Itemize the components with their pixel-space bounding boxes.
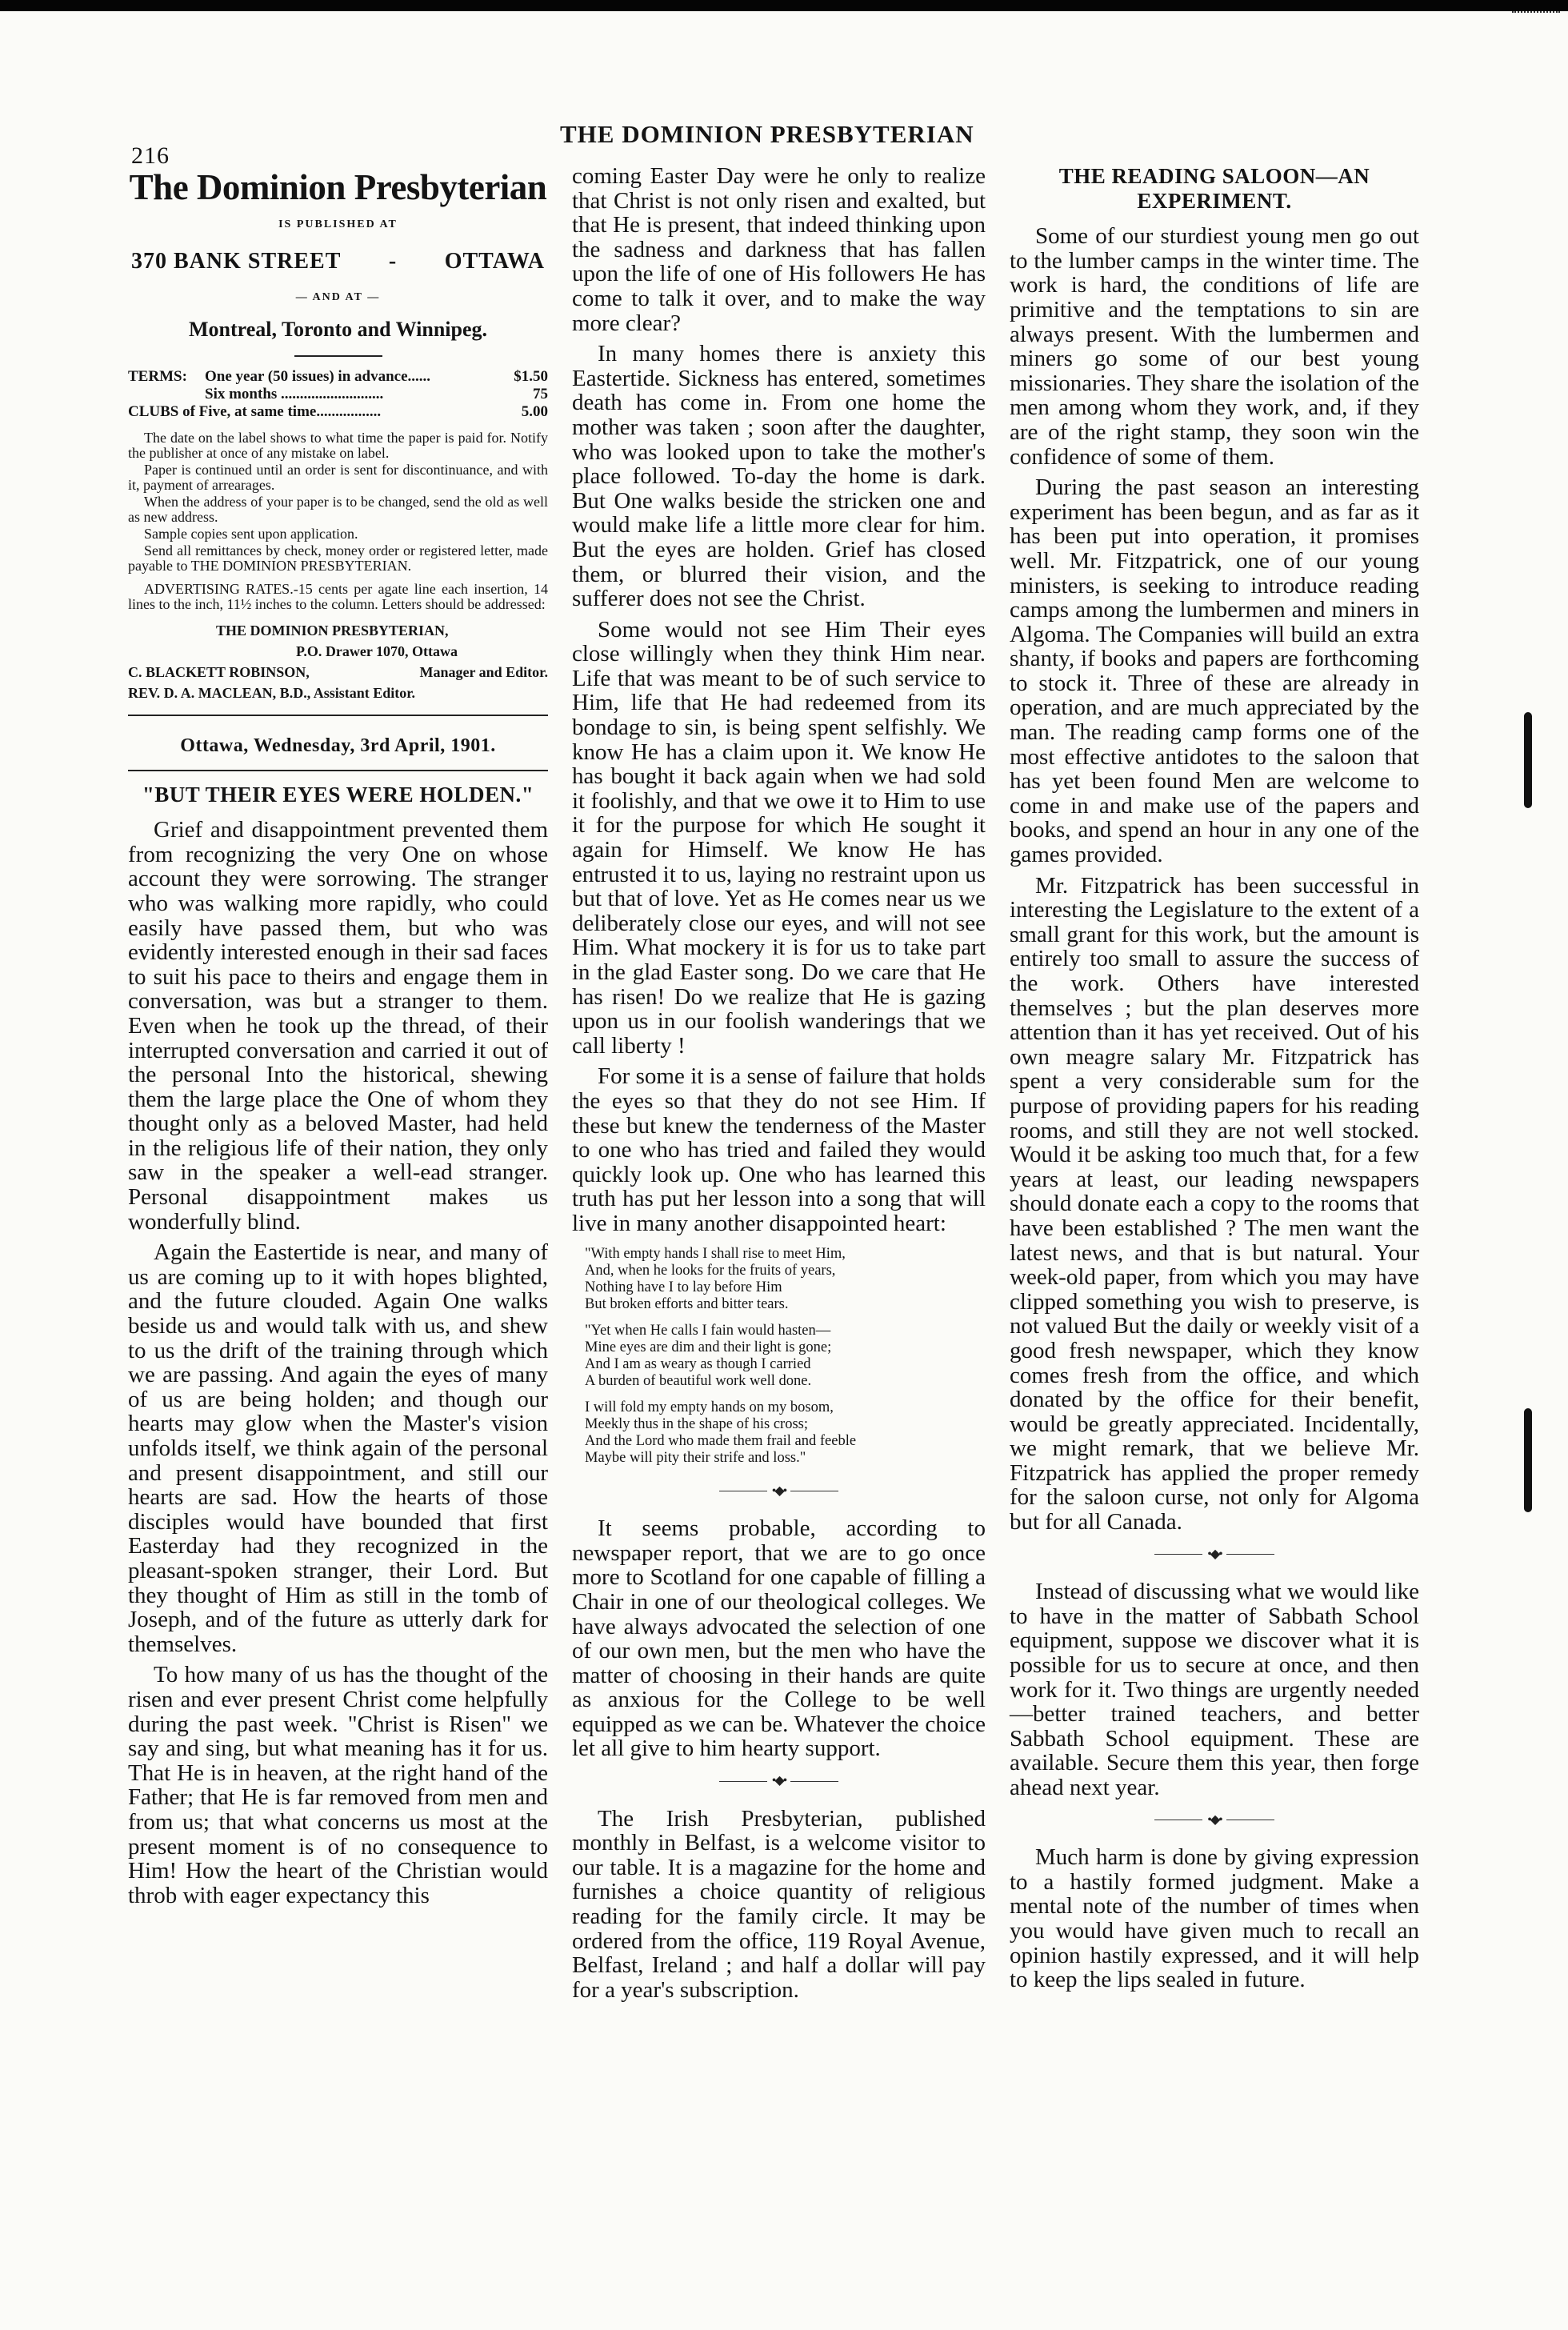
rule [128, 715, 548, 716]
column-1 [128, 164, 548, 1914]
short-rule [294, 355, 382, 357]
address-row [131, 250, 545, 274]
post-box: P.O. Drawer 1070, Ottawa [296, 643, 458, 659]
city: OTTAWA [444, 249, 545, 274]
poem-stanza [585, 1246, 986, 1313]
poem-stanza [585, 1323, 986, 1390]
separator-ornament: •◆• [572, 1769, 986, 1794]
published-at: IS PUBLISHED AT [278, 218, 398, 230]
fine-print-paragraph: When the address of your paper is to be changed, send the old as well as new address. [128, 493, 548, 525]
terms-text: Six months ........................... [205, 385, 384, 402]
article-paragraph: Mr. Fitzpatrick has been successful in interesting the Legislature to the extent of a small grant for this work, but the amount is entirely too small to assure the success of the work. Others have interested themselves ; but the plan deserves more attention than it has yet received. Out of his own meagre salary Mr. Fitzpatrick has spent a very considerable sum for the purpose of providing papers for his reading rooms, and still they are not well stocked. Would it be asking too much that, for a few years at least, our leading newspapers should donate each a copy to the rooms that have been established ? The men want the latest news, and that is but natural. Your week-old paper, from which you may have clipped something you wish to preserve, is not valued But the daily or weekly visit of a good fresh newspaper, which they know comes fresh from the office, and which donated by the office for their benefit, would be greatly appreciated. Incidentally, we might remark, that we believe Mr. Fitzpatrick has applied the proper remedy for the saloon curse, not only for Algoma but for all Canada. [1010, 872, 1419, 1535]
fine-print-paragraph: Sample copies sent upon application. [144, 525, 358, 542]
binding-mark [1524, 1408, 1532, 1512]
separator-ornament: •◆• [572, 1479, 986, 1504]
news-item-sabbath-school: Instead of discussing what we would like to have in the matter of Sabbath School equipment, suppose we discover what it is possible for us to secure at once, and then work for it. Two things are urgently needed—better trained teachers, and better Sabbath School equipment. These are available. Secure them this year, then forge ahead next year. [1010, 1579, 1419, 1800]
contact-block [128, 620, 548, 703]
dateline: Ottawa, Wednesday, 3rd April, 1901. [180, 735, 496, 756]
masthead-title: The Dominion Presbyterian [129, 167, 547, 207]
article-paragraph: During the past season an interesting experiment has been begun, and as far as it has been put into operation, it promises well. Mr. Fitzpatrick, one of our young ministers, is seeking to introduce reading camps among the lumbermen and miners in Algoma. The Companies will build an extra shanty, if books and papers are forthcoming to stock it. Three of these are already in operation, and are much appreciated by the man. The reading camp forms one of the most effective antidotes to the saloon that has yet been found Men are welcome to come in and make use of the papers and books, and spend an hour in any one of the games provided. [1010, 474, 1419, 868]
poem-line: I will fold my empty hands on my bosom, [585, 1399, 834, 1415]
address-dash: - [388, 249, 398, 274]
company-name: THE DOMINION PRESBYTERIAN, [216, 622, 449, 639]
article-paragraph: coming Easter Day were he only to realize that Christ is not only risen and exalted, but that He is present, that indeed thinking upon the sadness and darkness that has fallen upon the life of one of His followers He has come to talk it over, and to make the way more clear? [572, 163, 986, 336]
fine-print-paragraph: The date on the label shows to what time the paper is paid for. Notify the publisher at once of any mistake on label. [128, 429, 548, 461]
article-paragraph: Some of our sturdiest young men go out to the lumber camps in the winter time. The work is hard, the conditions of life are primitive and the temptations to sin are always present. With the lumbermen and miners go some of our best young missionaries. They share the isolation of the men among whom they work, and, if they are of the right stamp, they soon win the confidence of some of them. [1010, 223, 1419, 470]
other-cities: Montreal, Toronto and Winnipeg. [188, 318, 487, 342]
poem-line: A burden of beautiful work well done. [585, 1372, 812, 1389]
poem-line: "Yet when He calls I fain would hasten— [585, 1322, 831, 1339]
edge-mark [1512, 11, 1560, 16]
terms-text: One year (50 issues) in advance...... [205, 367, 431, 385]
poem-line: Mine eyes are dim and their light is gone; [585, 1339, 832, 1355]
top-border [0, 0, 1568, 11]
clubs-amount: 5.00 [521, 402, 548, 420]
news-item-judgment: Much harm is done by giving expression to a hastily formed judgment. Make a mental note of the number of times when you would have given much to recall an opinion hastily expressed, and it will help to keep the lips sealed in future. [1010, 1844, 1419, 1993]
poem-line: "With empty hands I shall rise to meet Him, [585, 1245, 846, 1262]
poem-line: Maybe will pity their strife and loss." [585, 1449, 806, 1466]
poem-line: And, when he looks for the fruits of years, [585, 1262, 836, 1279]
separator-ornament: •◆• [1010, 1543, 1419, 1567]
column-2 [572, 164, 986, 2008]
poem [585, 1246, 986, 1467]
page-number: 216 [131, 142, 170, 169]
terms-label: TERMS: [128, 367, 187, 385]
column-3 [1010, 164, 1419, 1999]
article-headline: "BUT THEIR EYES WERE HOLDEN." [142, 782, 534, 807]
fine-print-paragraph: Paper is continued until an order is sent for discontinuance, and with it, payment of arrearages. [128, 461, 548, 493]
manager-line [128, 662, 548, 683]
news-item-irish-presbyterian: The Irish Presbyterian, published monthly in Belfast, is a welcome visitor to our table. It is a magazine for the home and furnishes a choice quantity of religious reading for the family circle. It may be ordered from the office, 119 Royal Avenue, Belfast, Ireland ; and half a dollar will pay for a year's subscription. [572, 1805, 986, 2003]
article-paragraph: Grief and disappointment prevented them from recognizing the very One on whose account they were sorrowing. The stranger who was walking more rapidly, who could easily have passed them, but who was evidently interested enough in their sad faces to suit his pace to theirs and engage them in conversation, was but a stranger to them. Even when he took up the thread, of their interrupted conversation and carried it out of the personal Into the historical, shewing them the large place the One of whom they thought only as a beloved Master, had held in the religious life of their nation, they only saw in the speaker a well-ead stranger. Personal disappointment makes us wonderfully blind. [128, 817, 548, 1235]
clubs-text: CLUBS of Five, at same time................. [128, 402, 382, 420]
article-paragraph: Again the Eastertide is near, and many of us are coming up to it with hopes blighted, and the future clouded. Again One walks beside us and would talk with us, and shew to us the drift of the training through which we are passing. And again the eyes of many of us are being holden; and though our hearts may glow when the Master's vision unfolds itself, we think again of the personal and present disappointment, and still our hearts are sad. How the hearts of those disciples would have bounded that first Easterday had they recognized in the pleasant-spoken stranger, their Lord. But they thought of Him as still in the tomb of Joseph, and of the future as utterly dark for themselves. [128, 1239, 548, 1657]
clubs-row [128, 403, 548, 421]
poem-line: Nothing have I to lay before Him [585, 1279, 782, 1295]
terms-row [128, 386, 548, 403]
rule [128, 770, 548, 771]
and-at: — AND AT — [295, 290, 381, 303]
running-head: THE DOMINION PRESBYTERIAN [560, 120, 974, 148]
poem-line: And I am as weary as though I carried [585, 1355, 811, 1372]
article-paragraph: In many homes there is anxiety this Eastertide. Sickness has entered, sometimes death has come in. From one home the mother was taken ; soon after the daughter, who was looked upon to take the mother's place followed. To-day the home is dark. But One walks beside the stricken one and would make life a little more clear for him. But the eyes are holden. Grief has closed them, or blurred their vision, and the sufferer does not see the Christ. [572, 341, 986, 612]
binding-mark [1524, 712, 1532, 808]
poem-stanza [585, 1399, 986, 1467]
article-paragraph: For some it is a sense of failure that holds the eyes so that they do not see Him. If these but knew the tenderness of the Master to one who has tried and failed they would quickly look up. One who has learned this truth has put her lesson into a song that will live in many another disappointed heart: [572, 1063, 986, 1236]
poem-line: And the Lord who made them frail and feeble [585, 1432, 857, 1449]
manager-name: C. BLACKETT ROBINSON, [128, 663, 310, 680]
terms-amount: $1.50 [514, 367, 548, 385]
advertising-rates: ADVERTISING RATES.-15 cents per agate line each insertion, 14 lines to the inch, 11½ inches to the column. Letters should be addressed: [128, 580, 548, 612]
article-headline: THE READING SALOON—AN EXPERIMENT. [1058, 164, 1370, 213]
manager-role: Manager and Editor. [419, 663, 548, 680]
separator-ornament: •◆• [1010, 1808, 1419, 1833]
poem-line: But broken efforts and bitter tears. [585, 1295, 789, 1312]
news-item-scotland: It seems probable, according to newspaper report, that we are to go once more to Scotland for one capable of filling a Chair in one of our theological colleges. We have always advocated the selection of one of our own men, but the men who have the matter of choosing in their hands are quite as anxious for the College to be well equipped as we can be. Whatever the choice let all give to him hearty support. [572, 1515, 986, 1762]
street-address: 370 BANK STREET [131, 249, 342, 274]
fine-print [128, 430, 548, 612]
assistant-editor: REV. D. A. MACLEAN, B.D., Assistant Editor. [128, 684, 416, 701]
terms-block [128, 368, 548, 421]
article-paragraph: Some would not see Him Their eyes close willingly when they think Him near. Life that was meant to be of such service to Him, life that He had redeemed from its bondage to sin, is being spent selfishly. We know He has a claim upon it. We know He has bought it back again when we had sold it foolishly, and that we owe it to Him to use it for the purpose for which He sought it again for Himself. We know He has entrusted it to us, laying no restraint upon us but that of love. Yet as He comes near us we deliberately close our eyes, and will not see Him. What mockery it is for us to take part in the glad Easter song. Do we care that He has risen! Do we realize that He is gazing upon us in our foolish wanderings that we call liberty ! [572, 616, 986, 1059]
poem-line: Meekly thus in the shape of his cross; [585, 1415, 808, 1432]
fine-print-paragraph: Send all remittances by check, money order or registered letter, made payable to THE DOMINION PRESBYTERIAN. [128, 542, 548, 574]
terms-row [128, 368, 548, 386]
article-paragraph: To how many of us has the thought of the risen and ever present Christ come helpfully during the past week. "Christ is Risen" we say and sing, but what meaning has it for us. That He is in heaven, at the right hand of the Father; that He is far removed from men and from us; that what concerns us most at the present moment is of no consequence to Him! How the heart of the Christian would throb with eager expectancy this [128, 1662, 548, 1908]
terms-amount: 75 [533, 385, 548, 402]
